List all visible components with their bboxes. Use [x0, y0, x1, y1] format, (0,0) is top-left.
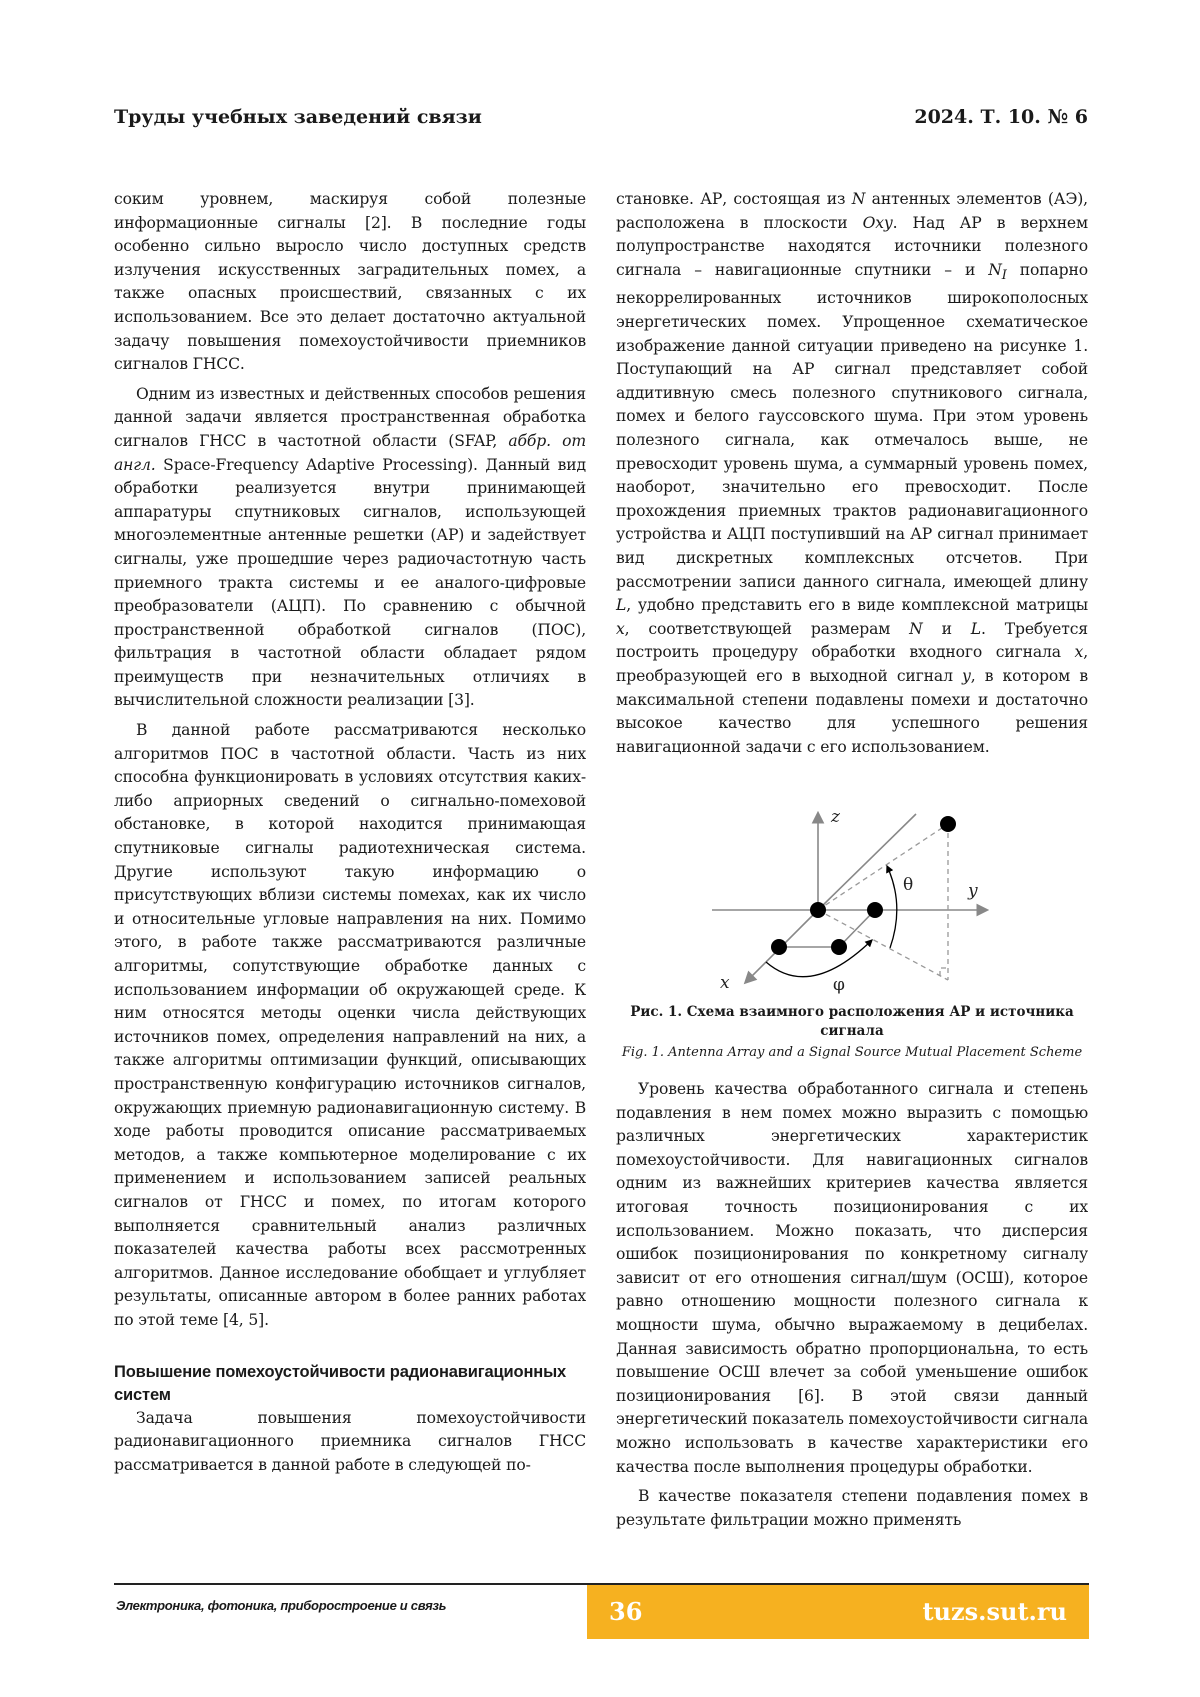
text-run: Одним из известных и действенных способов решения данной задачи является пространственная обработка сигналов ГНСС в частотной области (SFAP,	[114, 385, 586, 450]
text-run: антенных элементов (АЭ), расположена в плоскости	[616, 190, 1088, 232]
angle-arcs	[766, 866, 897, 977]
subscript: I	[1002, 268, 1007, 283]
signal-source	[940, 816, 956, 832]
text-run: , соответствующей размерам	[625, 620, 910, 638]
figure-antenna-array-diagram	[700, 800, 1000, 1000]
x-label: x	[720, 973, 730, 993]
left-paragraphs	[114, 188, 586, 1333]
paragraph	[616, 1485, 1088, 1532]
text-run: , преобразующей его в выходной сигнал	[616, 643, 1088, 685]
text-run: В качестве показателя степени подавления помех в результате фильтрации можно применять	[616, 1487, 1088, 1529]
text-run: Задача повышения помехоустойчивости радионавигационного приемника сигналов ГНСС рассматривается в данной работе в следующей по-	[114, 1409, 586, 1474]
journal-title: Труды учебных заведений связи	[114, 106, 482, 128]
text-run: . Над АР в верхнем полупространстве находятся источники полезного сигнала – навигационные спутники – и	[616, 214, 1088, 279]
right-column-top	[616, 188, 1088, 765]
page-number: 36	[609, 1597, 642, 1626]
paragraph	[616, 188, 1088, 759]
italic-text: N	[852, 190, 866, 208]
italic-text: аббр. от англ.	[114, 432, 586, 474]
text-run: . Требуется построить процедуру обработки входного сигнала	[616, 620, 1088, 662]
text-run: соким уровнем, маскируя собой полезные информационные сигналы [2]. В последние годы особенно сильно выросло число доступных средств излучения искусственных заградительных помех, а также опасных происшествий, связанных с их использованием. Все это делает достаточно актуальной задачу повышения помехоустойчивости приемников сигналов ГНСС.	[114, 190, 586, 373]
antenna-element	[771, 939, 787, 955]
italic-text: x	[1075, 643, 1084, 661]
antenna-element	[831, 939, 847, 955]
left-after-heading	[114, 1407, 586, 1478]
text-run: , удобно представить его в виде комплексной матрицы	[626, 596, 1088, 614]
footer-section-title: Электроника, фотоника, приборостроение и связь	[116, 1598, 446, 1613]
text-run: становке. АР, состоящая из	[616, 190, 852, 208]
footer-banner	[587, 1585, 1089, 1639]
figure-caption-ru: Рис. 1. Схема взаимного расположения АР и источника сигнала	[616, 1003, 1088, 1041]
text-run: , в котором в максимальной степени подавлены помехи и достаточно высокое качество для успешного решения навигационной задачи с его использованием.	[616, 667, 1088, 756]
antenna-elements	[771, 816, 956, 955]
theta-label: θ	[903, 875, 913, 895]
text-run: Уровень качества обработанного сигнала и степень подавления в нем помех можно выразить с помощью различных энергетических характеристик помехоустойчивости. Для навигационных сигналов одним из важнейших критериев качества является итоговая точность позиционирования с их использованием. Можно показать, что дисперсия ошибок позиционирования по конкретному сигналу зависит от его отношения сигнал/шум (ОСШ), которое равно отношению мощности полезного сигнала к мощности шума, обычно выражаемому в децибелах. Данная зависимость обратно пропорциональна, то есть повышение ОСШ влечет за собой уменьшение ошибок позиционирования [6]. В этой связи данный энергетический показатель помехоустойчивости сигнала можно использовать в качестве характеристики его качества после выполнения процедуры обработки.	[616, 1080, 1088, 1476]
right-column-bottom	[616, 1078, 1088, 1538]
paragraph	[114, 188, 586, 377]
italic-text: N	[909, 620, 923, 638]
direction-line	[818, 814, 916, 910]
text-run: В данной работе рассматриваются несколько алгоритмов ПОС в частотной области. Часть из них способна функционировать в условиях отсутствия каких-либо априорных сведений о сигнально-помеховой обстановке, в которой находится принимающая спутниковые сигналы радиотехническая система. Другие используют такую информацию о присутствующих вблизи системы помехах, как их число и относительные угловые направления на них. Помимо этого, в работе также рассматриваются различные алгоритмы, сопутствующие обработке данных с использованием информации об окружающей среде. К ним относятся методы оценки числа действующих источников помех, определения направлений на них, а также алгоритмы оптимизации функций, описывающих пространственную конфигурацию источников сигналов, окружающих приемную радионавигационную систему. В ходе работы проводится описание рассматриваемых методов, а также компьютерное моделирование с их применением и использованием записей реальных сигналов от ГНСС и помех, по итогам которого выполняется сравнительный анализ различных показателей качества работы всех рассмотренных алгоритмов. Данное исследование обобщает и углубляет результаты, описанные автором в более ранних работах по этой теме [4, 5].	[114, 721, 586, 1329]
theta-arc	[887, 866, 897, 948]
z-label: z	[830, 807, 841, 827]
y-label: y	[967, 881, 978, 901]
text-run: Space-Frequency Adaptive Processing). Данный вид обработки реализуется внутри принимающей аппаратуры спутниковых сигналов, использующей многоэлементные антенные решетки (АР) и задействует сигналы, уже прошедшие через радиочастотную часть приемного тракта системы и ее аналого-цифровые преобразователи (АЦП). По сравнению с обычной пространственной обработкой сигналов (ПОС), фильтрация в частотной области обладает рядом преимуществ при незначительных отличиях в вычислительной сложности реализации [3].	[114, 456, 586, 710]
paragraph	[114, 1407, 586, 1478]
figure-caption-en: Fig. 1. Antenna Array and a Signal Source Mutual Placement Scheme	[616, 1045, 1088, 1060]
italic-text: x	[616, 620, 625, 638]
italic-text: L	[971, 620, 981, 638]
axes	[712, 814, 986, 982]
italic-text: Oxy	[863, 214, 893, 232]
issue-number: 2024. Т. 10. № 6	[914, 106, 1088, 128]
paragraph	[114, 719, 586, 1332]
phi-label: φ	[833, 975, 845, 995]
left-column	[114, 188, 586, 1483]
journal-website[interactable]: tuzs.sut.ru	[922, 1597, 1067, 1626]
antenna-element	[867, 902, 883, 918]
italic-text: y	[962, 667, 971, 685]
paragraph	[114, 383, 586, 713]
text-run: попарно некоррелированных источников широкополосных энергетических помех. Упрощенное схематическое изображение данной ситуации приведено на рисунке 1. Поступающий на АР сигнал представляет собой аддитивную смесь полезного спутникового сигнала, помех и белого гауссовского шума. При этом уровень полезного сигнала, как отмечалось выше, не превосходит уровень шума, а суммарный уровень помех, наоборот, значительно его превосходит. После прохождения приемных трактов радионавигационного устройства и АЦП поступивший на АР сигнал принимает вид дискретных комплексных отсчетов. При рассмотрении записи данного сигнала, имеющей длину	[616, 261, 1088, 591]
paragraph	[616, 1078, 1088, 1479]
antenna-element	[810, 902, 826, 918]
italic-text: N	[988, 261, 1002, 279]
text-run: и	[923, 620, 971, 638]
italic-text: L	[616, 596, 626, 614]
section-heading: Повышение помехоустойчивости радионавигационных систем	[114, 1361, 586, 1407]
